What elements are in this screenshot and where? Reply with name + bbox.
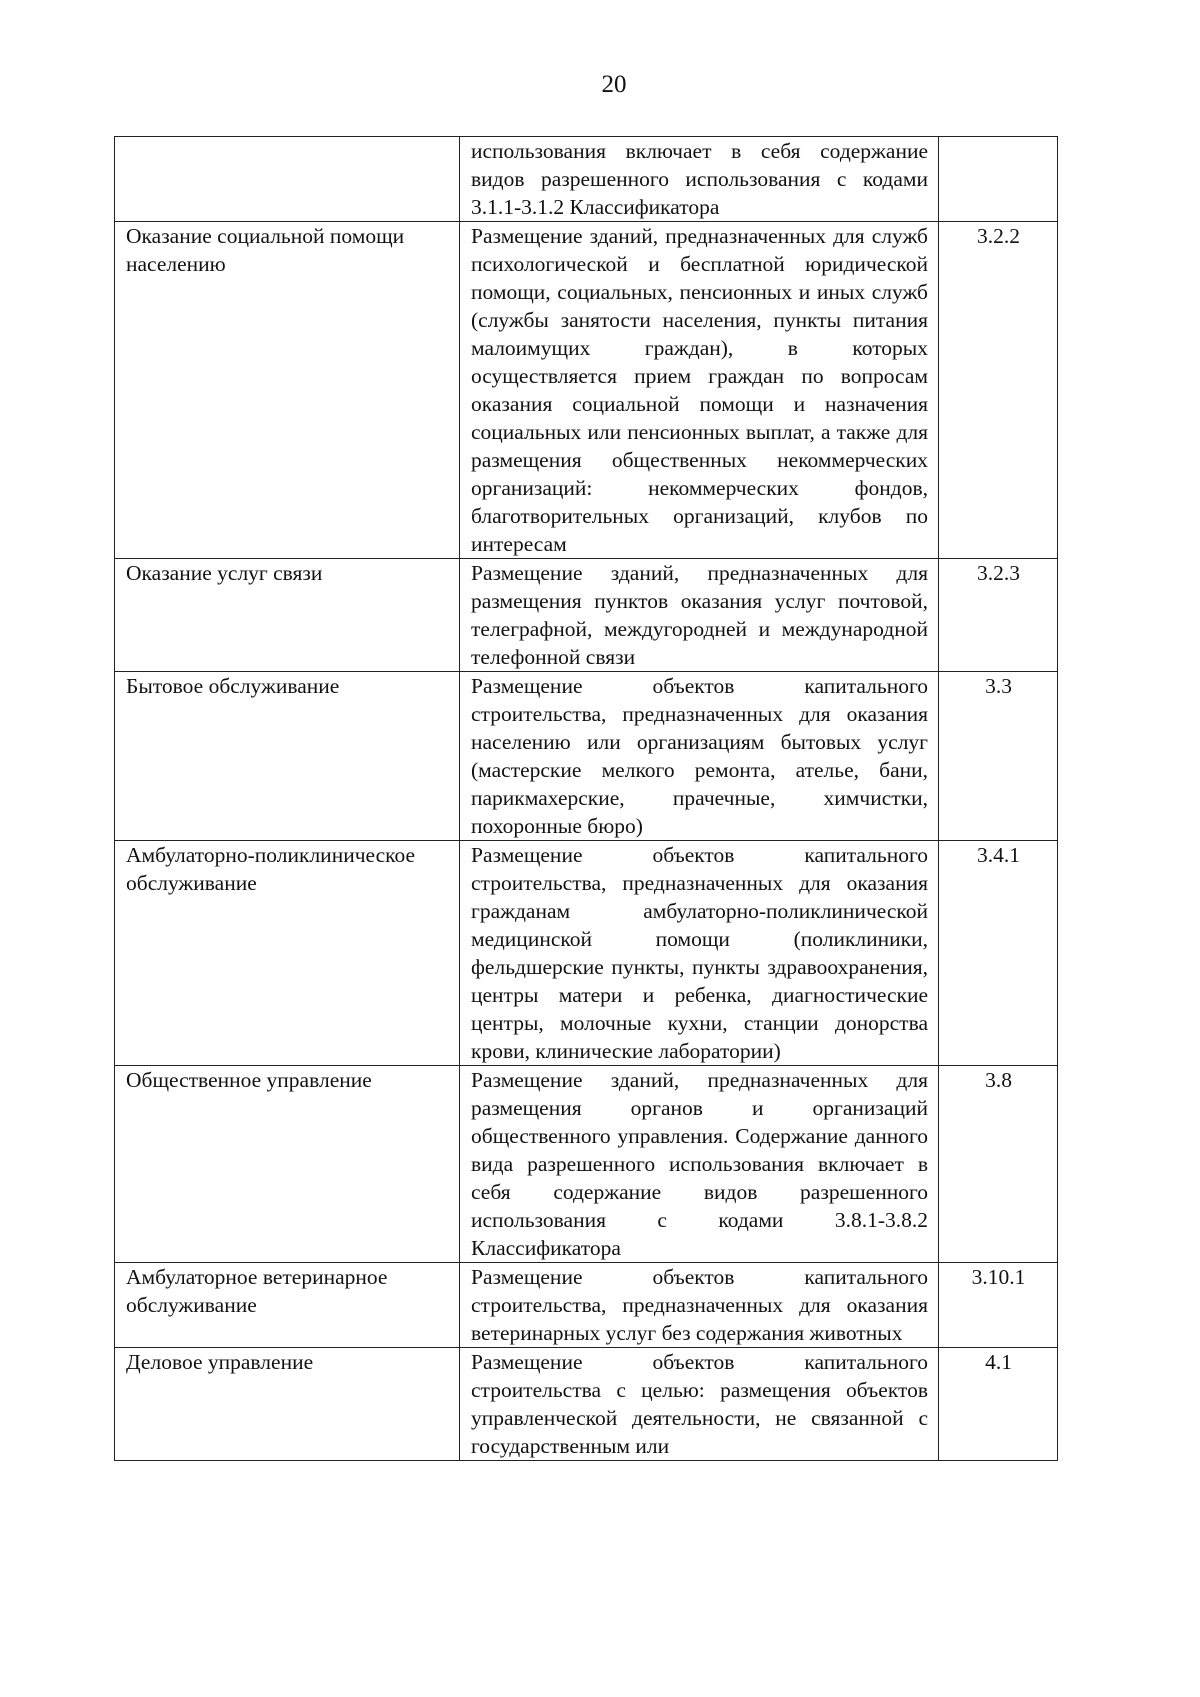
use-code-cell: 4.1: [939, 1348, 1058, 1461]
use-name-cell: Деловое управление: [115, 1348, 460, 1461]
table-row: [115, 1066, 1058, 1263]
use-code-cell: 3.2.3: [939, 559, 1058, 672]
table-row: [115, 559, 1058, 672]
use-description-cell: Размещение объектов капитального строительства, предназначенных для оказания гражданам амбулаторно-поликлинической медицинской помощи (поликлиники, фельдшерские пункты, пункты здравоохранения, центры матери и ребенка, диагностические центры, молочные кухни, станции донорства крови, клинические лаборатории): [460, 841, 939, 1066]
use-name-cell: Амбулаторное ветеринарное обслуживание: [115, 1263, 460, 1348]
use-description-cell: Размещение зданий, предназначенных для размещения пунктов оказания услуг почтовой, телеграфной, междугородней и международной телефонной связи: [460, 559, 939, 672]
use-description-cell: Размещение объектов капитального строительства с целью: размещения объектов управленческой деятельности, не связанной с государственным или: [460, 1348, 939, 1461]
use-code-cell: [939, 137, 1058, 222]
page-number: 20: [601, 71, 627, 98]
use-name-cell: Оказание социальной помощи населению: [115, 222, 460, 559]
use-code-cell: 3.2.2: [939, 222, 1058, 559]
use-description-cell: Размещение зданий, предназначенных для служб психологической и бесплатной юридической помощи, социальных, пенсионных и иных служб (службы занятости населения, пункты питания малоимущих граждан), в которых осуществляется прием граждан по вопросам оказания социальной помощи и назначения социальных или пенсионных выплат, а также для размещения общественных некоммерческих организаций: некоммерческих фондов, благотворительных организаций, клубов по интересам: [460, 222, 939, 559]
table-row: [115, 672, 1058, 841]
use-code-cell: 3.3: [939, 672, 1058, 841]
use-name-cell: Амбулаторно-поликлиническое обслуживание: [115, 841, 460, 1066]
table-row: [115, 841, 1058, 1066]
table-row: [115, 137, 1058, 222]
use-description-cell: Размещение объектов капитального строительства, предназначенных для оказания ветеринарных услуг без содержания животных: [460, 1263, 939, 1348]
table-row: [115, 1263, 1058, 1348]
use-name-cell: Общественное управление: [115, 1066, 460, 1263]
use-code-cell: 3.4.1: [939, 841, 1058, 1066]
use-code-cell: 3.8: [939, 1066, 1058, 1263]
use-description-cell: Размещение объектов капитального строительства, предназначенных для оказания населению или организациям бытовых услуг (мастерские мелкого ремонта, ателье, бани, парикмахерские, прачечные, химчистки, похоронные бюро): [460, 672, 939, 841]
land-use-table: [114, 136, 1058, 1461]
use-name-cell: [115, 137, 460, 222]
use-description-cell: Размещение зданий, предназначенных для размещения органов и организаций общественного управления. Содержание данного вида разрешенного использования включает в себя содержание видов разрешенного использования с кодами 3.8.1-3.8.2 Классификатора: [460, 1066, 939, 1263]
use-name-cell: Оказание услуг связи: [115, 559, 460, 672]
use-code-cell: 3.10.1: [939, 1263, 1058, 1348]
table-row: [115, 222, 1058, 559]
table-row: [115, 1348, 1058, 1461]
use-name-cell: Бытовое обслуживание: [115, 672, 460, 841]
use-description-cell: использования включает в себя содержание видов разрешенного использования с кодами 3.1.1-3.1.2 Классификатора: [460, 137, 939, 222]
